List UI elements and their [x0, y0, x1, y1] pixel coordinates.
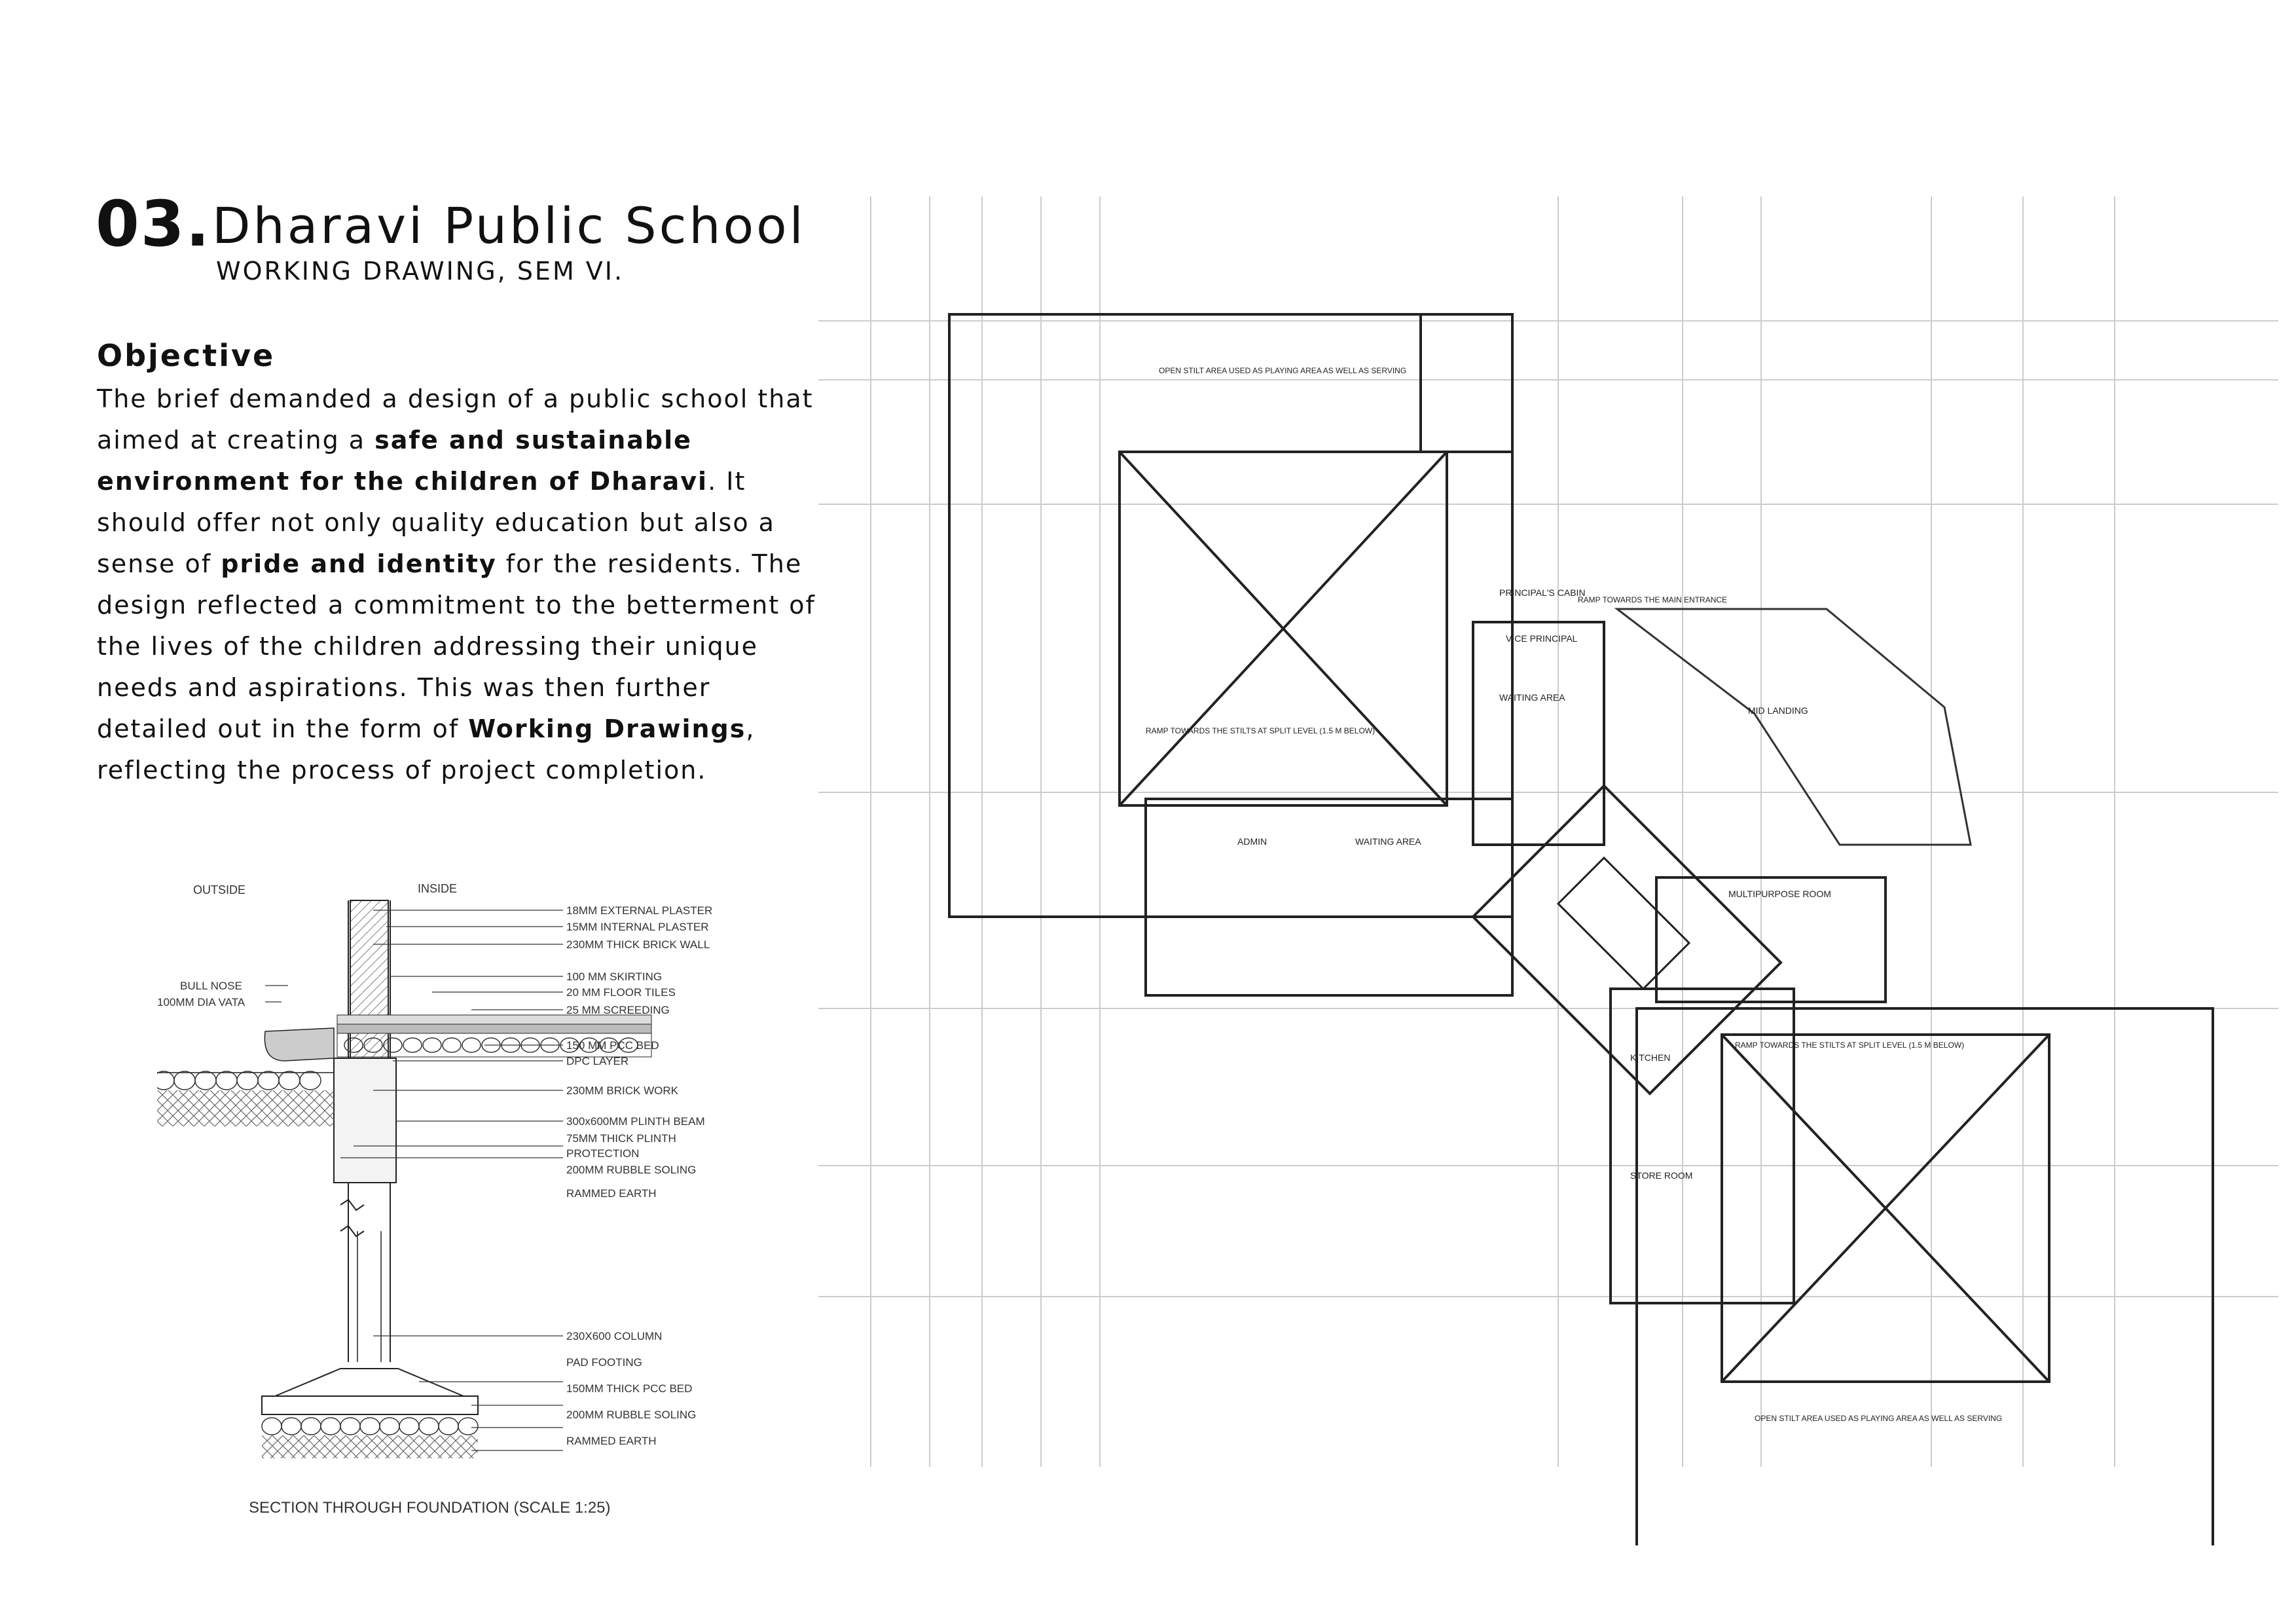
objective-text-part: The brief demanded a design of a public school that aimed at creating a [97, 384, 814, 454]
ground-floor-plan [818, 183, 2278, 1545]
room-label: MULTIPURPOSE ROOM [1728, 889, 1831, 899]
room-label: ADMIN [1237, 836, 1267, 847]
footing-rubble [262, 1418, 478, 1435]
detail-label: PAD FOOTING [566, 1356, 642, 1369]
floor-tiles-layer [337, 1015, 651, 1024]
plan-note: RAMP TOWARDS THE STILTS AT SPLIT LEVEL (1.5 M BELOW) [1735, 1041, 1965, 1050]
break-mark [340, 1200, 364, 1210]
classroom-block-south [1611, 989, 2213, 1545]
objective-highlight: safe and sustainable environment for the children of Dharavi [97, 426, 708, 496]
screeding-layer [337, 1024, 651, 1033]
objective-text-part: , reflecting the process of project completion. [97, 714, 756, 784]
room-label: STORE ROOM [1630, 1170, 1693, 1181]
pcc-bed-footing [262, 1396, 478, 1414]
ramp [1617, 609, 1971, 845]
detail-label: 300x600MM PLINTH BEAM [566, 1115, 705, 1128]
detail-label: 100 MM SKIRTING [566, 970, 663, 983]
plan-note: RAMP TOWARDS THE MAIN ENTRANCE [1578, 595, 1728, 604]
objective-text-part: for the residents. The design reflected a commitment to the betterment of the lives of the children addressing their unique needs and aspirations. This was then further detailed out in the form of [97, 549, 816, 743]
objective-highlight: Working Drawings [468, 714, 746, 743]
detail-label: 150 MM PCC BED [566, 1039, 659, 1052]
page-title: Dharavi Public School [212, 196, 806, 255]
outside-label: OUTSIDE [193, 883, 246, 896]
room-label: WAITING AREA [1355, 836, 1421, 847]
room-label: MID LANDING [1748, 705, 1808, 716]
plinth-beam [334, 1058, 396, 1183]
page-subtitle: WORKING DRAWING, SEM VI. [216, 257, 625, 286]
detail-label: 25 MM SCREEDING [566, 1004, 670, 1016]
section-number: 03. [96, 187, 211, 261]
objective-text [97, 378, 817, 791]
detail-label: 200MM RUBBLE SOLING [566, 1164, 697, 1176]
detail-label: 75MM THICK PLINTH [566, 1132, 676, 1145]
detail-label: DPC LAYER [566, 1055, 629, 1067]
section-caption: SECTION THROUGH FOUNDATION (SCALE 1:25) [249, 1499, 611, 1517]
room-label: PRINCIPAL'S CABIN [1499, 587, 1586, 598]
outside-earth [157, 1090, 334, 1126]
room-label: VICE PRINCIPAL [1506, 633, 1578, 644]
bull-nose-vata [264, 1028, 334, 1061]
bull-nose-label: BULL NOSE [180, 980, 242, 992]
room-label: WAITING AREA [1499, 692, 1565, 703]
detail-label: 18MM EXTERNAL PLASTER [566, 904, 713, 917]
detail-label: PROTECTION [566, 1147, 640, 1160]
detail-label: 15MM INTERNAL PLASTER [566, 921, 709, 933]
plan-note: RAMP TOWARDS THE STILTS AT SPLIT LEVEL (1.5 M BELOW) [1146, 726, 1376, 735]
detail-label: 230MM BRICK WORK [566, 1084, 678, 1097]
detail-label: RAMMED EARTH [566, 1187, 657, 1200]
inside-label: INSIDE [418, 882, 458, 895]
room-label: KITCHEN [1630, 1052, 1671, 1063]
detail-label: 230MM THICK BRICK WALL [566, 938, 710, 951]
objective-heading: Objective [97, 338, 276, 373]
plan-note: OPEN STILT AREA USED AS PLAYING AREA AS WELL AS SERVING [1159, 366, 1407, 375]
objective-text-part: . It should offer not only quality education but also a sense of [97, 467, 775, 578]
leader-lines [265, 910, 563, 1450]
footing-earth [262, 1435, 478, 1458]
detail-label: RAMMED EARTH [566, 1435, 657, 1447]
detail-label: 200MM RUBBLE SOLING [566, 1409, 697, 1421]
pad-footing [275, 1369, 464, 1396]
detail-label: 150MM THICK PCC BED [566, 1382, 693, 1395]
break-mark [340, 1226, 364, 1236]
vata-label: 100MM DIA VATA [157, 996, 246, 1008]
detail-label: 20 MM FLOOR TILES [566, 986, 676, 999]
classroom-block-north [949, 314, 1512, 917]
foundation-section-drawing [157, 864, 812, 1532]
detail-label: 230X600 COLUMN [566, 1330, 663, 1342]
outside-rubble [157, 1071, 321, 1090]
plan-note: OPEN STILT AREA USED AS PLAYING AREA AS WELL AS SERVING [1755, 1414, 2003, 1423]
plan-grid-lines [818, 196, 2278, 1467]
objective-highlight: pride and identity [221, 549, 497, 578]
